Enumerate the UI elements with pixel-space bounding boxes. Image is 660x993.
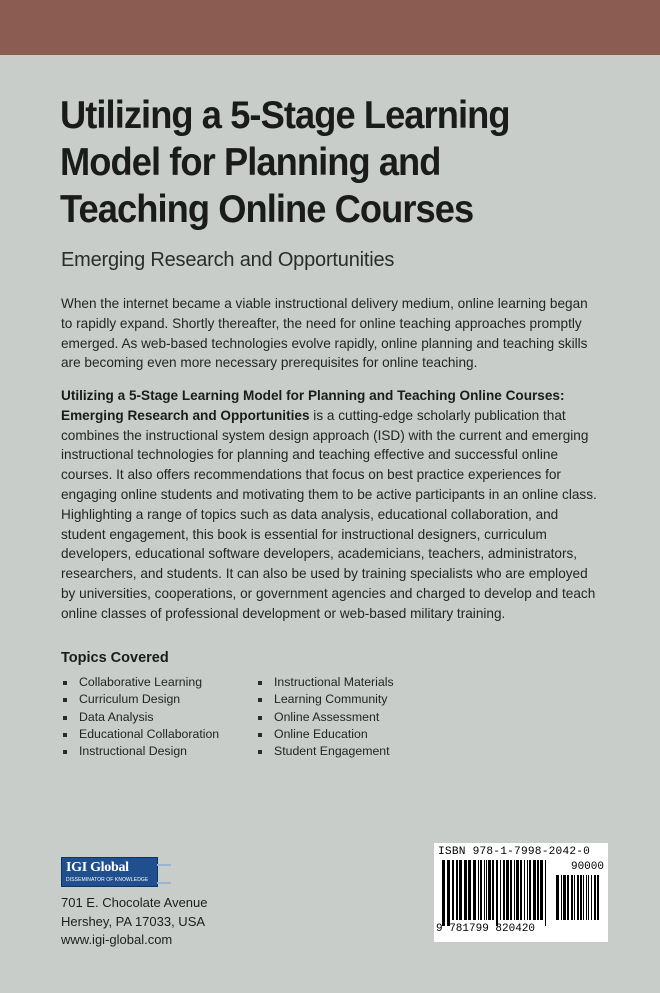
isbn-barcode: [434, 843, 608, 942]
bullet-icon: [258, 681, 262, 685]
bullet-icon: [63, 750, 67, 754]
bullet-icon: [63, 716, 67, 720]
description-bold-title: Utilizing a 5-Stage Learning Model for Planning and Teaching Online Courses: Emerging Research and Opportunities: [61, 388, 565, 423]
top-color-band: [0, 0, 660, 55]
book-title-line-2: Model for Planning and: [60, 141, 441, 184]
topic-item: Online Assessment: [258, 709, 394, 726]
topic-item: Instructional Materials: [258, 674, 394, 691]
description-paragraph-2: [61, 386, 601, 624]
price-code: 90000: [570, 861, 604, 873]
logo-name: IGI Global: [66, 860, 129, 875]
barcode-addon-bars-icon: [556, 875, 602, 926]
publisher-website: www.igi-global.com: [61, 932, 173, 947]
book-subtitle: Emerging Research and Opportunities: [61, 249, 395, 271]
bullet-icon: [258, 716, 262, 720]
description-body: is a cutting-edge scholarly publication that combines the instructional system design approach (ISD) with the current and emerging instructional technologies for planning and teaching effective and successful online courses. It also offers recommendations that focus on best practice experiences for engaging online students and motivating them to be active participants in an online class. Highlighting a range of topics such as data analysis, educational collaboration, and student engagement, this book is essential for instructional designers, curriculum developers, educational software developers, academicians, teachers, administrators, researchers, and students. It can also be used by training specialists who are employed by universities, cooperations, or government agencies and charged to develop and teach online classes of professional development or web-based military training.: [61, 407, 597, 621]
bullet-icon: [258, 698, 262, 702]
logo-swoosh-icon: [157, 864, 171, 884]
topic-item: Educational Collaboration: [63, 726, 219, 743]
address-city: Hershey, PA 17033, USA: [61, 913, 206, 929]
topic-item: Data Analysis: [63, 709, 219, 726]
bullet-icon: [63, 681, 67, 685]
bullet-icon: [63, 733, 67, 737]
bullet-icon: [258, 750, 262, 754]
barcode-bars-icon: [442, 860, 550, 926]
logo-tagline: DISSEMINATOR OF KNOWLEDGE: [66, 877, 149, 883]
topic-item: Curriculum Design: [63, 691, 219, 708]
topic-item: Instructional Design: [63, 743, 219, 760]
description-paragraph-1: When the internet became a viable instructional delivery medium, online learning began to rapidly expand. Shortly thereafter, the need for online teaching approaches promptly emerged. As web-based technologies evolve rapidly, online planning and teaching skills are becoming even more necessary prerequisites for online teaching.: [61, 296, 588, 371]
barcode-digits: 9 781799 820420: [436, 923, 536, 935]
publisher-address: [61, 894, 208, 950]
topic-item: Learning Community: [258, 691, 394, 708]
book-title-line-1: Utilizing a 5-Stage Learning: [60, 94, 510, 137]
book-title-line-3: Teaching Online Courses: [60, 188, 474, 231]
topic-item: Student Engagement: [258, 743, 394, 760]
topic-item: Online Education: [258, 726, 394, 743]
book-title: [60, 92, 581, 233]
igi-global-logo: [61, 857, 158, 887]
bullet-icon: [258, 733, 262, 737]
topic-item: Collaborative Learning: [63, 674, 219, 691]
topics-heading: Topics Covered: [61, 650, 169, 666]
bullet-icon: [63, 698, 67, 702]
topics-list-left: [63, 674, 219, 760]
address-street: 701 E. Chocolate Avenue: [61, 895, 208, 910]
isbn-number: ISBN 978-1-7998-2042-0: [438, 846, 591, 858]
topics-list-right: [258, 674, 394, 760]
